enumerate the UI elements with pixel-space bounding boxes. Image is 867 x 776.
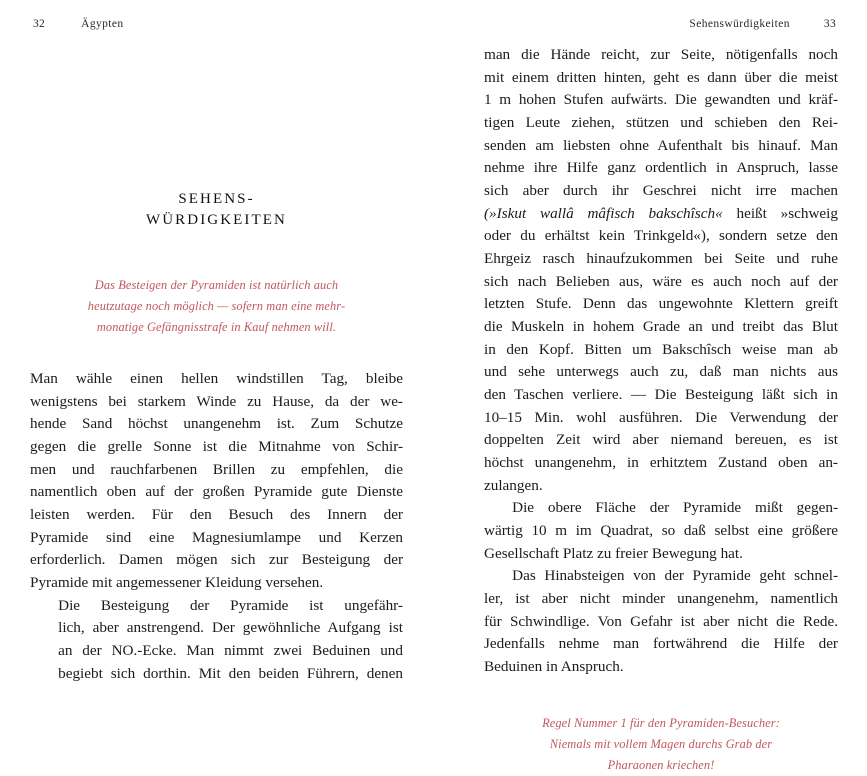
- text-line: namentlich oben auf der großen Pyramide gute Dienste: [30, 483, 403, 501]
- chapter-heading-line-2: WÜRDIGKEITEN: [145, 212, 287, 229]
- text-line: Das Hinabsteigen von der Pyramide geht schnel-: [512, 567, 838, 585]
- text-line: 10–15 Min. wohl ausführen. Die Verwendung der: [484, 408, 838, 426]
- epigraph-right-line-3: Pharaonen kriechen!: [607, 757, 715, 772]
- body-text-right: [484, 44, 838, 679]
- text-line: 1 m hohen Stufen aufwärts. Die gewandten und kräf-: [484, 91, 838, 109]
- body-text-left: [30, 368, 403, 685]
- running-head-title-right: Sehenswürdigkeiten: [689, 18, 790, 30]
- page-number-right: 33: [823, 18, 836, 30]
- epigraph-left-line-1: Das Besteigen der Pyramiden ist natürlich auch: [94, 277, 339, 292]
- running-head-verso: [30, 18, 403, 44]
- page-verso: [0, 0, 433, 682]
- text-line: letzten Stufe. Denn das ungewohnte Klettern greift: [484, 295, 838, 313]
- running-head-title-left: Ägypten: [81, 18, 124, 30]
- quote-gloss: heißt »schweig: [722, 204, 838, 222]
- paragraph: [30, 595, 403, 686]
- text-line: doppelten Zeit wird aber niemand bereuen, es ist: [484, 431, 838, 449]
- text-line: sich aber durch ihr Geschrei nicht irre machen: [484, 182, 838, 200]
- text-line: Man wähle einen hellen windstillen Tag, bleibe: [30, 369, 403, 387]
- epigraph-left-line-3: monatige Gefängnisstrafe in Kauf nehmen will.: [96, 319, 337, 334]
- text-line: Beduinen in Anspruch.: [484, 658, 624, 676]
- text-line: man die Hände reicht, zur Seite, nötigenfalls noch: [484, 46, 838, 63]
- epigraph-right-line-2: Niemals mit vollem Magen durchs Grab der: [549, 736, 773, 751]
- text-line: lich, aber anstrengend. Der gewöhnliche Aufgang ist: [58, 619, 403, 637]
- text-line: sich nach Belieben aus, wäre es auch noch auf der: [484, 272, 838, 290]
- text-line: Ehrgeiz rasch hinaufzukommen bei Seite und ruhe: [484, 250, 838, 268]
- page-recto: [433, 0, 867, 772]
- text-line: in den Kopf. Bitten um Bakschîsch weise man ab: [484, 340, 838, 358]
- text-line: für Schwindlige. Von Gefahr ist aber nicht die Rede.: [484, 612, 838, 630]
- text-line: und sehe unterwegs auch zu, daß man nichts aus: [484, 363, 838, 381]
- text-line: den Taschen verliere. — Die Besteigung läßt sich in: [484, 386, 838, 404]
- text-line-quote: [484, 203, 838, 226]
- paragraph: [484, 565, 838, 678]
- text-line: Jedenfalls nehme man fortwährend die Hilfe der: [484, 635, 838, 653]
- text-line: ler, ist aber nicht minder unangenehm, namentlich: [484, 590, 838, 608]
- running-head-recto: [484, 18, 838, 44]
- epigraph-left-line-2: heutzutage noch möglich — sofern man eine mehr-: [87, 298, 346, 313]
- text-line: oder du erhältst kein Trinkgeld«), sondern setze den: [484, 227, 838, 245]
- text-line: höchst unangenehm, in erhitztem Zustand oben an-: [484, 454, 838, 472]
- text-line: men und rauchfarbenen Brillen zu empfehlen, die: [30, 460, 403, 478]
- text-line: nehme ihre Hilfe ganz ordentlich in Anspruch, lasse: [484, 159, 838, 177]
- text-line: Gesellschaft Platz zu freier Bewegung hat.: [484, 544, 743, 562]
- text-line: mit einem dritten hinten, geht es dann über die meist: [484, 68, 838, 86]
- paragraph: [484, 44, 838, 497]
- epigraph-right-line-1: Regel Nummer 1 für den Pyramiden-Besucher:: [542, 715, 780, 730]
- arabic-phrase-italic: (»Iskut wallâ mâfisch bakschîsch«: [484, 204, 723, 222]
- paragraph: [484, 497, 838, 565]
- text-line: Die Besteigung der Pyramide ist ungefähr-: [58, 596, 403, 614]
- text-line: Pyramide sind eine Magnesiumlampe und Kerzen: [30, 528, 403, 546]
- paragraph: [30, 368, 403, 595]
- text-line: wärtig 10 m im Quadrat, so daß selbst eine größere: [484, 522, 838, 540]
- text-line: wenigstens bei starkem Winde zu Hause, da der we-: [30, 392, 403, 410]
- text-line: zulangen.: [484, 476, 543, 494]
- chapter-heading-line-1: SEHENS-: [178, 191, 255, 207]
- page-number-left: 32: [33, 18, 46, 30]
- text-line: erforderlich. Damen mögen sich zur Besteigung der: [30, 551, 403, 569]
- text-line: tigen Leute ziehen, stützen und schieben den Rei-: [484, 114, 838, 132]
- text-line: leisten werden. Für den Besuch des Innern der: [30, 505, 403, 523]
- text-line: gegen die grelle Sonne ist die Mitnahme von Schir-: [30, 437, 403, 455]
- text-line: begiebt sich dorthin. Mit den beiden Führern, denen: [58, 664, 403, 682]
- epigraph-right: [484, 713, 838, 776]
- epigraph-left: [30, 275, 403, 338]
- chapter-heading: [30, 189, 403, 232]
- text-line: hende Sand höchst unangenehm ist. Zum Schutze: [30, 415, 403, 433]
- text-line: die Muskeln in hohem Grade an und treibt das Blut: [484, 318, 838, 336]
- text-line: senden am liebsten ohne Aufenthalt bis hinauf. Man: [484, 136, 838, 154]
- text-line: an der NO.-Ecke. Man nimmt zwei Beduinen und: [58, 641, 403, 659]
- text-line: Pyramide mit angemessener Kleidung versehen.: [30, 573, 324, 591]
- text-line: Die obere Fläche der Pyramide mißt gegen-: [512, 499, 838, 517]
